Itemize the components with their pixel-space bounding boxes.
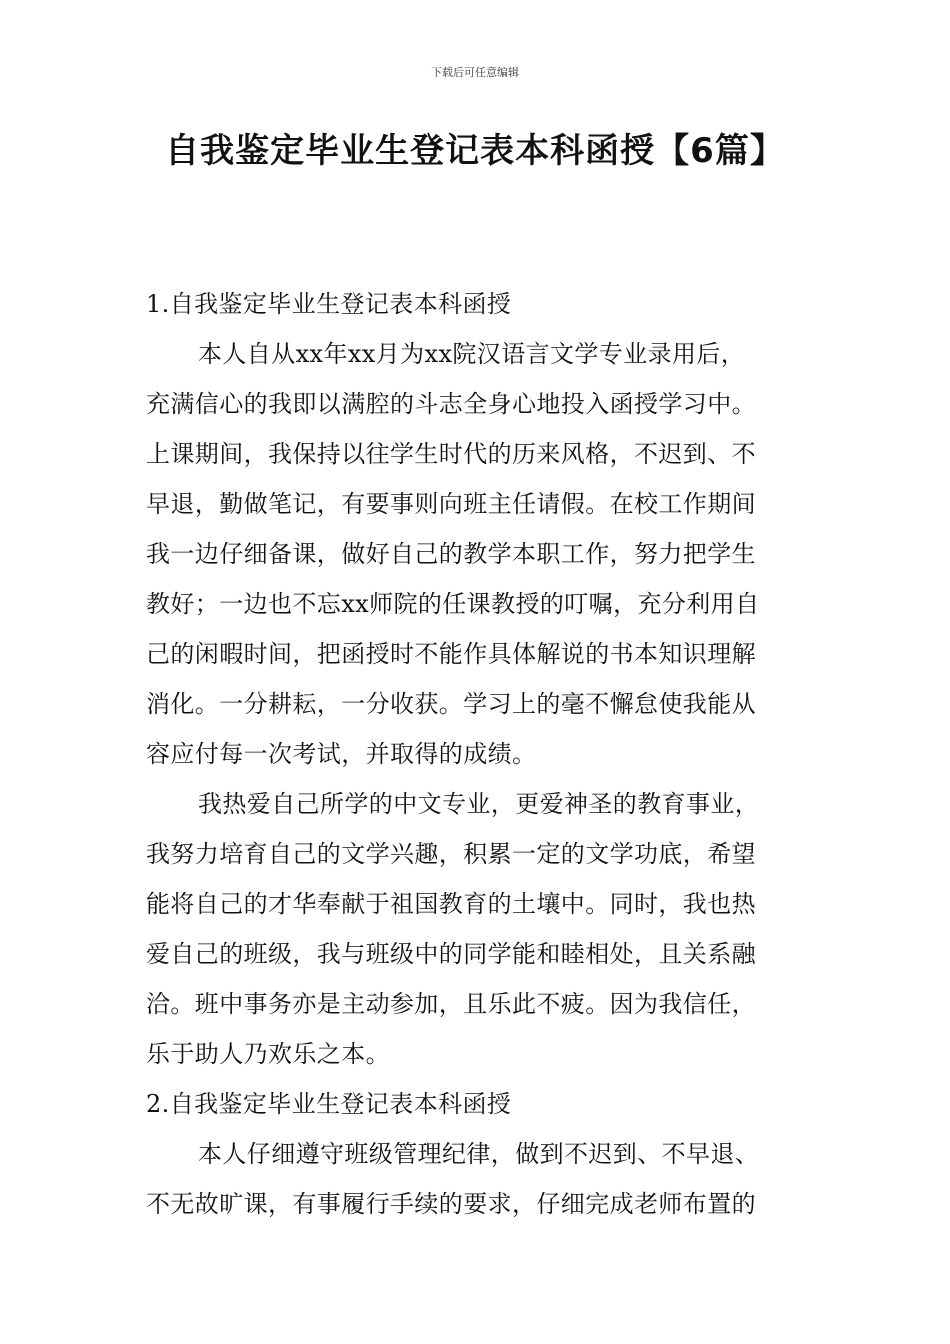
paragraph-line: 容应付每一次考试，并取得的成绩。 <box>146 740 537 768</box>
paragraph-line: 不无故旷课，有事履行手续的要求，仔细完成老师布置的 <box>146 1190 756 1218</box>
section-heading-2: 2.自我鉴定毕业生登记表本科函授 <box>146 1090 512 1118</box>
paragraph-line: 能将自己的才华奉献于祖国教育的土壤中。同时，我也热 <box>146 890 756 918</box>
paragraph-line: 上课期间，我保持以往学生时代的历来风格，不迟到、不 <box>146 440 756 468</box>
paragraph-line: 我努力培育自己的文学兴趣，积累一定的文学功底，希望 <box>146 840 756 868</box>
paragraph-line: 早退，勤做笔记，有要事则向班主任请假。在校工作期间 <box>146 490 756 518</box>
paragraph-line: 洽。班中事务亦是主动参加，且乐此不疲。因为我信任， <box>146 990 756 1018</box>
paragraph-line: 我一边仔细备课，做好自己的教学本职工作，努力把学生 <box>146 540 756 568</box>
paragraph-line: 充满信心的我即以满腔的斗志全身心地投入函授学习中。 <box>146 390 756 418</box>
paragraph-line: 我热爱自己所学的中文专业，更爱神圣的教育事业， <box>198 790 760 818</box>
header-note: 下载后可任意编辑 <box>431 66 519 79</box>
paragraph-line: 本人自从xx年xx月为xx院汉语言文学专业录用后， <box>198 340 746 368</box>
paragraph-line: 乐于助人乃欢乐之本。 <box>146 1040 390 1068</box>
paragraph-line: 爱自己的班级，我与班级中的同学能和睦相处，且关系融 <box>146 940 756 968</box>
paragraph-line: 本人仔细遵守班级管理纪律，做到不迟到、不早退、 <box>198 1140 760 1168</box>
document-body <box>146 279 810 1229</box>
paragraph-line: 教好；一边也不忘xx师院的任课教授的叮嘱，充分利用自 <box>146 590 760 618</box>
paragraph-line: 消化。一分耕耘，一分收获。学习上的毫不懈怠使我能从 <box>146 690 756 718</box>
section-heading-1: 1.自我鉴定毕业生登记表本科函授 <box>146 290 512 318</box>
paragraph-line: 己的闲暇时间，把函授时不能作具体解说的书本知识理解 <box>146 640 756 668</box>
document-title: 自我鉴定毕业生登记表本科函授【6篇】 <box>165 131 785 171</box>
